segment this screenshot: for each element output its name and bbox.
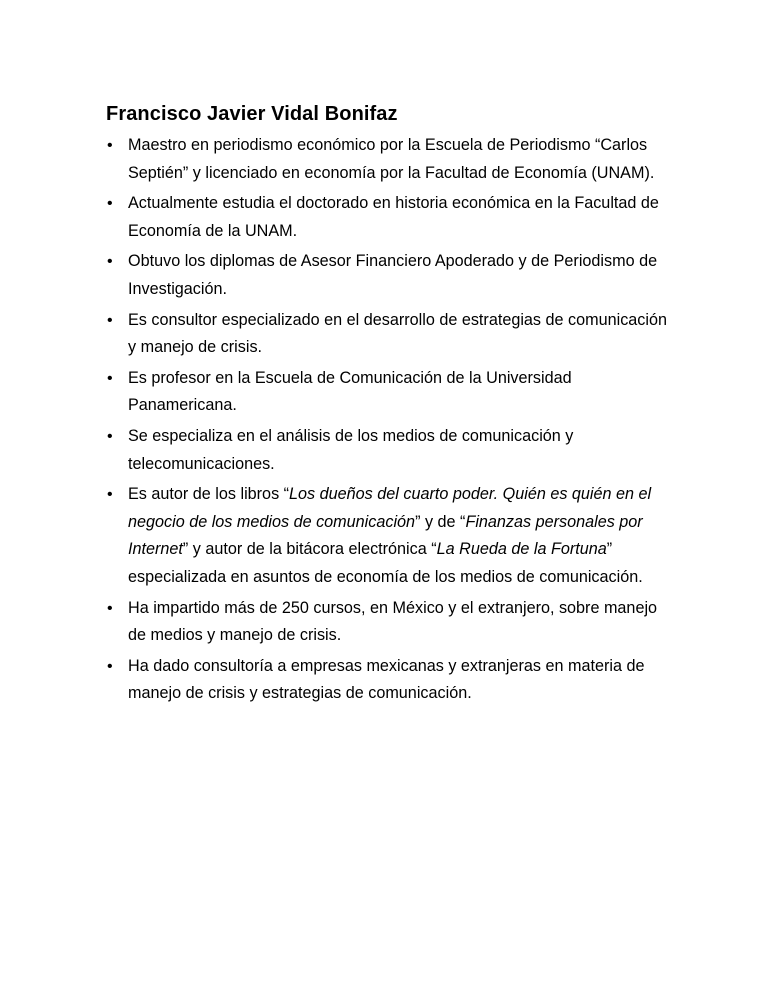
list-item-text: Es consultor especializado en el desarrollo de estrategias de comunicación y manejo de crisis. bbox=[128, 310, 667, 357]
list-item bbox=[106, 595, 676, 650]
blog-title-italic: La Rueda de la Fortuna bbox=[436, 540, 607, 559]
list-item-text: Es profesor en la Escuela de Comunicación de la Universidad Panamericana. bbox=[128, 368, 572, 415]
list-item bbox=[106, 132, 676, 187]
list-item-text: Maestro en periodismo económico por la Escuela de Periodismo “Carlos Septién” y licenciado en economía por la Facultad de Economía (UNAM). bbox=[128, 136, 655, 182]
list-item-text: Obtuvo los diplomas de Asesor Financiero Apoderado y de Periodismo de Investigación. bbox=[128, 252, 658, 298]
book-title-italic: Finanzas personales por Internet bbox=[128, 512, 643, 559]
bullet-icon: • bbox=[107, 195, 113, 213]
text-run: ” y autor de la bitácora electrónica “ bbox=[182, 540, 437, 559]
list-item bbox=[106, 423, 676, 478]
bullet-icon: • bbox=[107, 253, 113, 271]
page-title: Francisco Javier Vidal Bonifaz bbox=[106, 103, 398, 125]
bullet-icon: • bbox=[107, 311, 113, 329]
text-run: ” especializada en asuntos de economía de los medios de comunicación. bbox=[128, 540, 643, 586]
bullet-icon: • bbox=[107, 486, 113, 504]
list-item bbox=[106, 248, 676, 303]
bullet-icon: • bbox=[107, 137, 113, 154]
list-item bbox=[106, 653, 676, 708]
bullet-icon: • bbox=[107, 657, 113, 675]
bullet-icon: • bbox=[107, 599, 113, 617]
list-item-text: Ha dado consultoría a empresas mexicanas y extranjeras en materia de manejo de crisis y estrategias de comunicación. bbox=[128, 656, 645, 703]
text-run: Es autor de los libros “ bbox=[128, 485, 290, 504]
list-item bbox=[106, 481, 676, 591]
bullet-icon: • bbox=[107, 369, 113, 387]
list-item bbox=[106, 190, 676, 245]
list-item bbox=[106, 307, 676, 362]
text-run: ” y de “ bbox=[415, 512, 466, 531]
list-item-text: Actualmente estudia el doctorado en historia económica en la Facultad de Economía de la UNAM. bbox=[128, 194, 659, 240]
list-item-text: Se especializa en el análisis de los medios de comunicación y telecomunicaciones. bbox=[128, 426, 574, 473]
list-item-text: Ha impartido más de 250 cursos, en México y el extranjero, sobre manejo de medios y manejo de crisis. bbox=[128, 598, 658, 645]
document-content bbox=[106, 102, 676, 711]
book-title-italic: Los dueños del cuarto poder. Quién es quién en el negocio de los medios de comunicación bbox=[128, 485, 652, 531]
list-item bbox=[106, 365, 676, 420]
bullet-list bbox=[106, 132, 676, 708]
bullet-icon: • bbox=[107, 427, 113, 445]
list-item-text bbox=[128, 485, 651, 586]
